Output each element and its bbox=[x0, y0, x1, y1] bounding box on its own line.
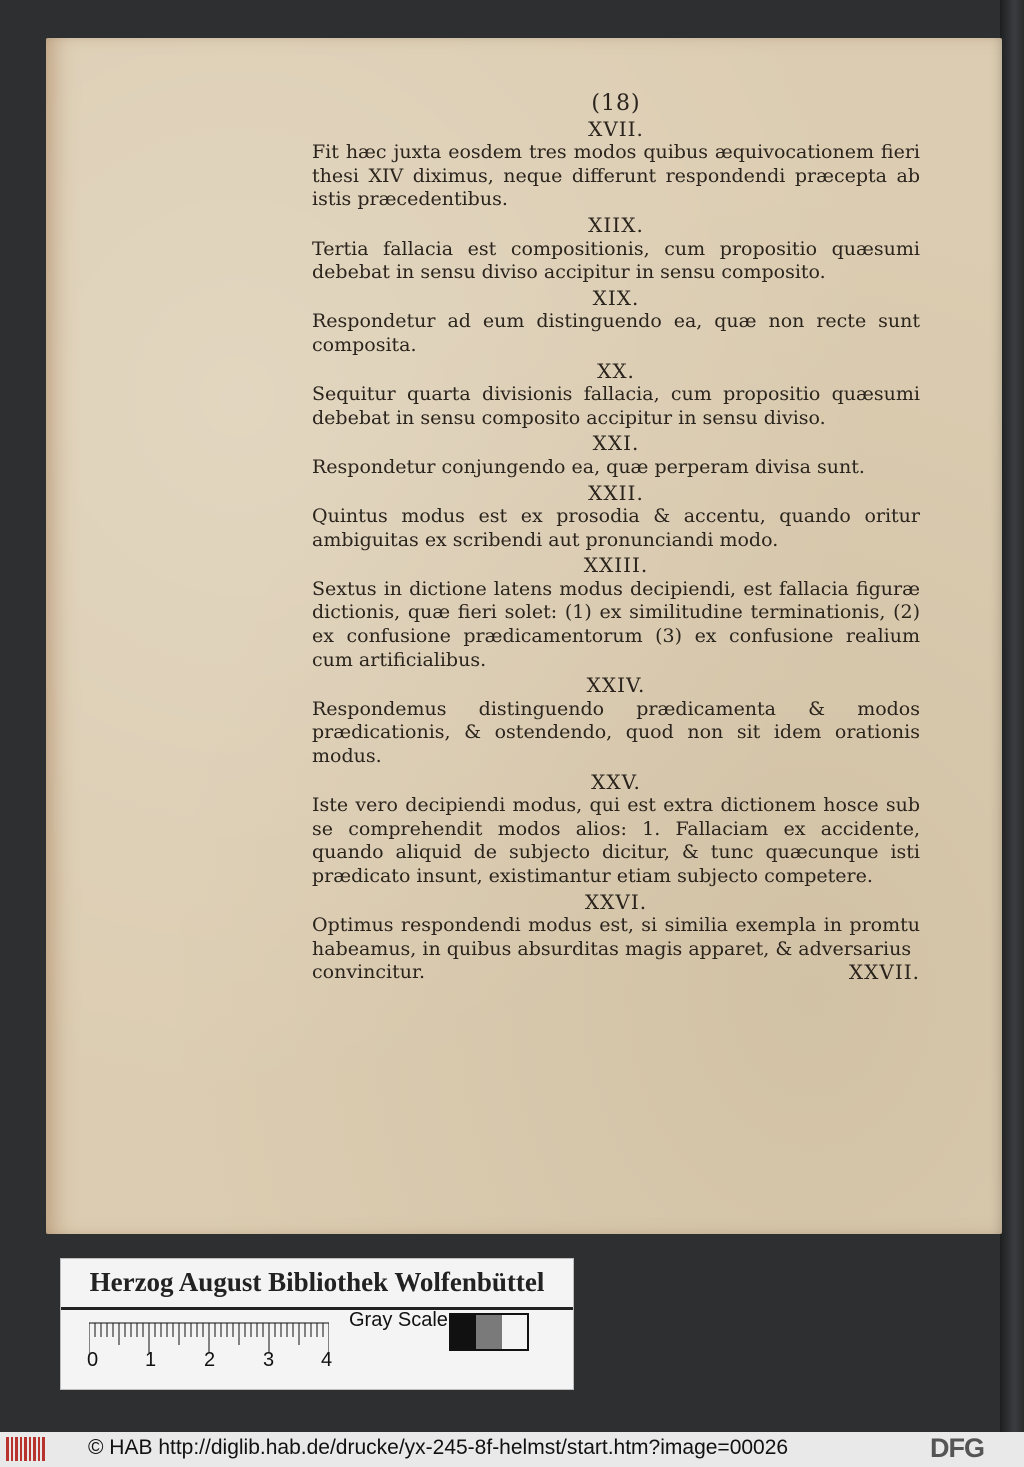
catchword: XXVII. bbox=[848, 960, 920, 985]
last-line-text: convincitur. bbox=[312, 961, 425, 984]
gray-scale-swatches bbox=[449, 1313, 529, 1351]
book-spine bbox=[1000, 0, 1024, 1432]
swatch-black bbox=[451, 1315, 476, 1349]
section-text: Optimus respondendi modus est, si similia exempla in promtu habeamus, in quibus absurditas magis apparet, & adversarius bbox=[312, 914, 920, 960]
section-text: Fit hæc juxta eosdem tres modos quibus æquivocationem fieri thesi XIV diximus, neque differunt respondendi præcepta ab istis præcedentibus. bbox=[312, 141, 920, 211]
swatch-white bbox=[502, 1315, 527, 1349]
dfg-logo: DFG bbox=[930, 1433, 984, 1463]
barcode-icon bbox=[6, 1435, 48, 1463]
ruler-label-0: 0 bbox=[87, 1349, 99, 1371]
section-text: Quintus modus est ex prosodia & accentu, quando oritur ambiguitas ex scribendi aut pronunciandi modo. bbox=[312, 505, 920, 551]
section-text: Respondetur conjungendo ea, quæ perperam divisa sunt. bbox=[312, 455, 865, 478]
page-number: (18) bbox=[591, 91, 641, 116]
ruler-label-4: 4 bbox=[321, 1349, 333, 1371]
swatch-gray bbox=[476, 1315, 501, 1349]
section-heading: XVII. bbox=[588, 116, 644, 141]
card-divider bbox=[61, 1307, 573, 1310]
ruler-label-1: 1 bbox=[145, 1349, 157, 1371]
section-text: Sequitur quarta divisionis fallacia, cum propositio quæsumi debebat in sensu composito accipitur in sensu diviso. bbox=[312, 383, 920, 429]
section-heading: XXII. bbox=[588, 480, 644, 505]
section-text: Iste vero decipiendi modus, qui est extra dictionem hosce sub se comprehendit modos alios: 1. Fallaciam ex accidente, quando aliquid de subjecto dicitur, & tunc quæcunque isti prædicato insunt, existimantur etiam subjecto competere. bbox=[312, 794, 920, 887]
section-heading: XIX. bbox=[592, 285, 640, 310]
last-line bbox=[312, 961, 920, 985]
section-text: Sextus in dictione latens modus decipiendi, est fallacia figuræ dictionis, quæ fieri solet: (1) ex similitudine terminationis, (2) ex confusione prædicamentorum (3) ex confusione realium cum artificialibus. bbox=[312, 577, 920, 671]
section-text: Respondetur ad eum distinguendo ea, quæ non recte sunt composita. bbox=[312, 310, 920, 356]
section-heading: XIIX. bbox=[588, 212, 644, 237]
library-name: Herzog August Bibliothek Wolfenbüttel bbox=[89, 1267, 545, 1297]
section-heading: XX. bbox=[597, 358, 635, 383]
color-reference-card bbox=[60, 1258, 574, 1390]
section-heading: XXVI. bbox=[584, 889, 648, 914]
section-heading: XXI. bbox=[592, 431, 640, 456]
section-heading: XXIII. bbox=[583, 553, 649, 578]
section-text: Tertia fallacia est compositionis, cum propositio quæsumi debebat in sensu diviso accipitur in sensu composito. bbox=[312, 237, 920, 284]
viewer-footer bbox=[0, 1432, 1024, 1467]
ruler-label-2: 2 bbox=[204, 1349, 216, 1371]
section-heading: XXIV. bbox=[586, 673, 646, 698]
section-text: Respondemus distinguendo prædicamenta & modos prædicationis, & ostendendo, quod non sit idem orationis modus. bbox=[312, 697, 920, 768]
ruler-label-3: 3 bbox=[263, 1349, 275, 1371]
section-heading: XXV. bbox=[591, 769, 641, 794]
copyright-link[interactable]: © HAB http://diglib.hab.de/drucke/yx-245-8f-helmst/start.htm?image=00026 bbox=[88, 1436, 789, 1459]
page-text bbox=[312, 92, 920, 985]
gray-scale-label: Gray Scale bbox=[349, 1309, 448, 1331]
